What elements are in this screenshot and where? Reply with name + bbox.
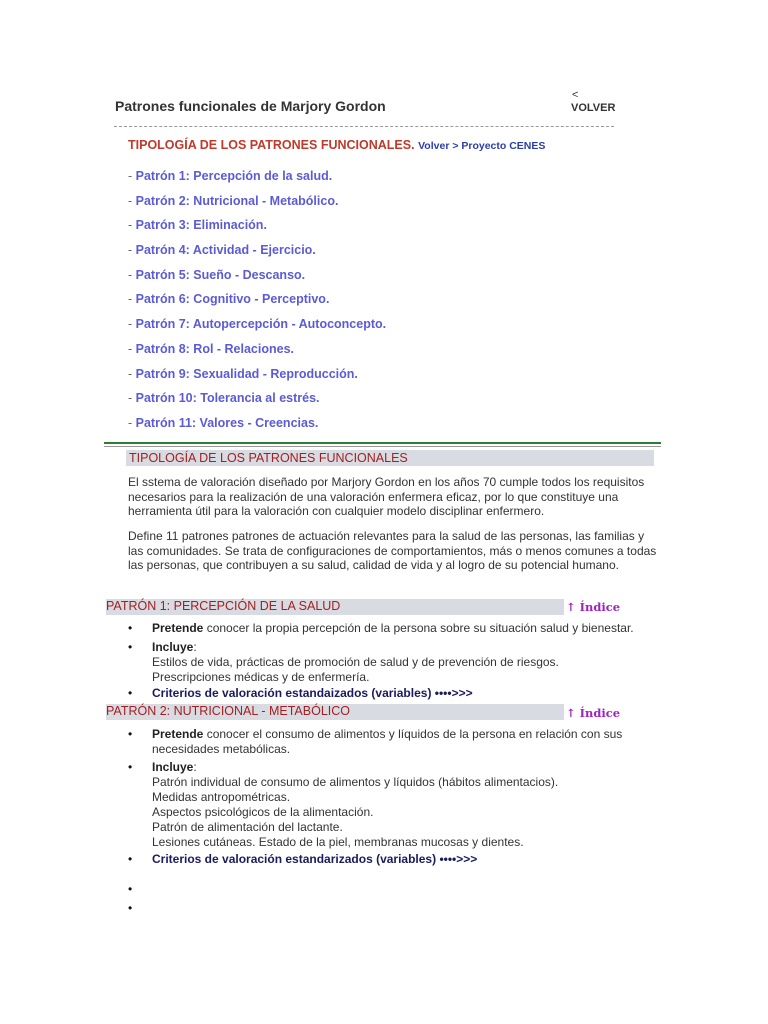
bullet-icon: • [128, 852, 133, 866]
pattern-index-item: - Patrón 11: Valores - Creencias. [128, 415, 319, 430]
pattern-link-2[interactable]: Patrón 2: Nutricional - Metabólico. [135, 193, 339, 208]
green-divider [104, 442, 661, 444]
bullet-icon: • [128, 686, 133, 700]
pattern-index-item: - Patrón 10: Tolerancia al estrés. [128, 391, 320, 406]
proyecto-cenes-link[interactable]: Volver > Proyecto CENES [418, 140, 546, 152]
pattern-index-item: - Patrón 3: Eliminación. [128, 218, 267, 233]
bullet-icon: • [128, 621, 133, 635]
intro-paragraph-1: El sstema de valoración diseñado por Marjory Gordon en los años 70 cumple todos los requisitos necesarios para la realización de una valoración enfermera eficaz, por lo que constituye una herramienta útil para la valoración con cualquier modelo disciplinar enfermero. [128, 475, 645, 519]
section-band [126, 450, 654, 466]
pattern1-band-title: PATRÓN 1: PERCEPCIÓN DE LA SALUD [106, 599, 341, 613]
pattern-link-6[interactable]: Patrón 6: Cognitivo - Perceptivo. [135, 292, 330, 307]
pattern1-band [106, 599, 564, 615]
pretende-text: Pretende conocer la propia percepción de la persona sobre su situación salud y bienestar. [152, 621, 634, 635]
section-band-title: TIPOLOGÍA DE LOS PATRONES FUNCIONALES [129, 451, 408, 465]
volver-link[interactable]: VOLVER [571, 102, 616, 114]
pattern-index-item: - Patrón 7: Autopercepción - Autoconcepto. [128, 317, 387, 332]
pattern-index-item: - Patrón 6: Cognitivo - Perceptivo. [128, 292, 330, 307]
bullet-icon: • [128, 640, 133, 654]
criterios-link[interactable]: Criterios de valoración estandarizados (variables) ••••>>> [152, 852, 478, 866]
pattern2-band [106, 704, 564, 720]
bullet-icon: • [128, 882, 133, 896]
pattern-link-5[interactable]: Patrón 5: Sueño - Descanso. [135, 267, 306, 282]
pattern-link-9[interactable]: Patrón 9: Sexualidad - Reproducción. [135, 366, 358, 381]
pattern-link-4[interactable]: Patrón 4: Actividad - Ejercicio. [135, 243, 316, 258]
pretende-text: Pretende conocer el consumo de alimentos y líquidos de la persona en relación con sus necesidades metabólicas. [152, 727, 623, 756]
typology-heading [128, 138, 545, 152]
bullet-icon: • [128, 760, 133, 774]
incluye-text: Incluye: Estilos de vida, prácticas de promoción de salud y de prevención de riesgos. Prescripciones médicas y de enfermería. [152, 640, 559, 684]
incluye-text: Incluye: Patrón individual de consumo de alimentos y líquidos (hábitos alimentacios). Medidas antropométricas. Aspectos psicológicos de la alimentación. Patrón de alimentación del lactante. Lesiones cutáneas. Estado de la piel, membranas mucosas y dientes. [152, 760, 559, 849]
pattern-index-item: - Patrón 9: Sexualidad - Reproducción. [128, 366, 358, 381]
gray-divider [104, 446, 661, 447]
dashed-divider [114, 126, 614, 127]
typology-heading-text: TIPOLOGÍA DE LOS PATRONES FUNCIONALES. [128, 138, 415, 152]
pattern-link-8[interactable]: Patrón 8: Rol - Relaciones. [135, 341, 295, 356]
pattern2-band-title: PATRÓN 2: NUTRICIONAL - METABÓLICO [106, 704, 351, 718]
pattern-index-item: - Patrón 2: Nutricional - Metabólico. [128, 193, 339, 208]
pattern-link-3[interactable]: Patrón 3: Eliminación. [135, 218, 267, 233]
pattern-link-1[interactable]: Patrón 1: Percepción de la salud. [135, 169, 333, 183]
intro-paragraph-2: Define 11 patrones patrones de actuación relevantes para la salud de las personas, las familias y las comunidades. Se trata de configuraciones de comportamientos, más o menos comunes a todas las personas, que contribuyen a su salud, calidad de vida y al logro de su potencial humano. [128, 529, 657, 573]
pattern-index-item: - Patrón 1: Percepción de la salud. [128, 169, 333, 183]
pattern-index-item: - Patrón 5: Sueño - Descanso. [128, 267, 306, 282]
pattern-link-10[interactable]: Patrón 10: Tolerancia al estrés. [135, 391, 320, 406]
indice-link[interactable]: ↑ Índice [566, 706, 621, 720]
back-arrow-icon[interactable]: < [572, 89, 579, 101]
pattern-index-item: - Patrón 8: Rol - Relaciones. [128, 341, 295, 356]
bullet-icon: • [128, 727, 133, 741]
criterios-link[interactable]: Criterios de valoración estandaizados (variables) ••••>>> [152, 686, 473, 700]
pattern-index-item: - Patrón 4: Actividad - Ejercicio. [128, 243, 316, 258]
page-title: Patrones funcionales de Marjory Gordon [115, 98, 386, 114]
pattern-link-11[interactable]: Patrón 11: Valores - Creencias. [135, 415, 319, 430]
bullet-icon: • [128, 901, 133, 915]
pattern-link-7[interactable]: Patrón 7: Autopercepción - Autoconcepto. [135, 317, 387, 332]
pattern-index-list [128, 164, 386, 436]
indice-link[interactable]: ↑ Índice [566, 600, 621, 614]
